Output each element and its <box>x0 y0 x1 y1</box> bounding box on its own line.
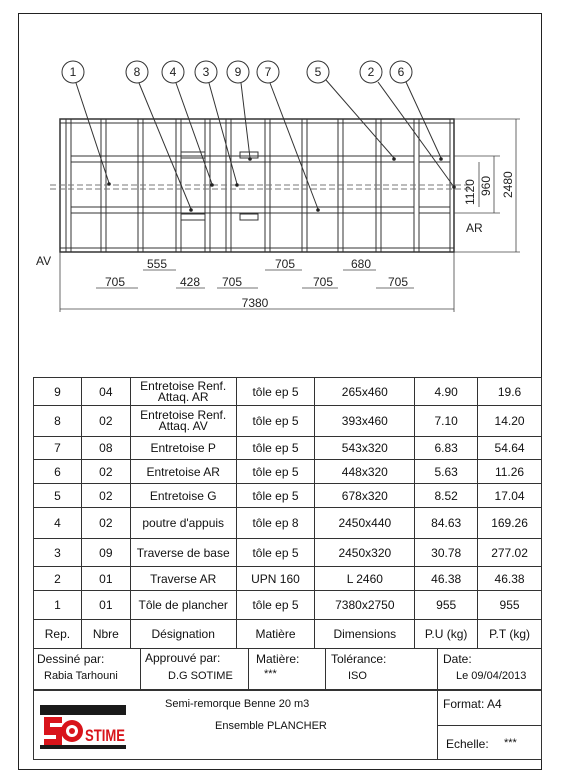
dimensions-cell: 265x460 <box>315 378 415 406</box>
designation-cell: Entretoise P <box>130 437 236 460</box>
rep-cell: 3 <box>34 539 82 567</box>
nbre-cell: 09 <box>81 539 130 567</box>
date-value: Le 09/04/2013 <box>456 670 527 682</box>
divider <box>437 648 438 690</box>
dimensions-cell: 2450x440 <box>315 508 415 539</box>
matiere-cell: tôle ep 5 <box>236 437 315 460</box>
scale-value: *** <box>504 737 517 749</box>
pt-cell: 277.02 <box>478 539 542 567</box>
designation-cell: Traverse de base <box>130 539 236 567</box>
designation-cell: Traverse AR <box>130 567 236 591</box>
designation-cell: Entretoise Renf. Attaq. AV <box>130 406 236 437</box>
matiere-cell: tôle ep 5 <box>236 484 315 508</box>
rep-cell: 1 <box>34 591 82 620</box>
pt-cell: 19.6 <box>478 378 542 406</box>
nomenclature-table <box>33 377 542 649</box>
designation-cell: Entretoise G <box>130 484 236 508</box>
matiere-cell: tôle ep 8 <box>236 508 315 539</box>
matiere-cell: tôle ep 5 <box>236 591 315 620</box>
pt-cell: 169.26 <box>478 508 542 539</box>
header-dimensions: Dimensions <box>315 620 415 649</box>
nbre-cell: 01 <box>81 591 130 620</box>
drawing-title: Semi-remorque Benne 20 m3 <box>165 698 310 710</box>
approved-by-value: D.G SOTIME <box>168 670 233 682</box>
dimensions-cell: 2450x320 <box>315 539 415 567</box>
balloon-4: 4 <box>169 65 177 79</box>
av-label: AV <box>36 254 52 268</box>
pu-cell: 6.83 <box>415 437 478 460</box>
nbre-cell: 02 <box>81 460 130 484</box>
scale-label: Echelle: <box>446 737 489 751</box>
header-matiere: Matière <box>236 620 315 649</box>
header-pt: P.T (kg) <box>478 620 542 649</box>
balloon-5: 5 <box>314 65 322 79</box>
matiere-cell: UPN 160 <box>236 567 315 591</box>
nbre-cell: 08 <box>81 437 130 460</box>
dim-705-a: 705 <box>104 275 126 289</box>
dim-428: 705 <box>221 275 243 289</box>
dim-960: 960 <box>479 175 493 196</box>
balloon-6: 6 <box>397 65 405 79</box>
pt-cell: 54.64 <box>478 437 542 460</box>
pu-cell: 7.10 <box>415 406 478 437</box>
designation-cell: Entretoise Renf. Attaq. AR <box>130 378 236 406</box>
rep-cell: 6 <box>34 460 82 484</box>
dimensions-cell: 543x320 <box>315 437 415 460</box>
nbre-cell: 02 <box>81 508 130 539</box>
pu-cell: 8.52 <box>415 484 478 508</box>
dim-680: 705 <box>387 275 409 289</box>
dim-1120: 1120 <box>463 179 477 205</box>
rep-cell: 5 <box>34 484 82 508</box>
pu-cell: 46.38 <box>415 567 478 591</box>
pt-cell: 955 <box>478 591 542 620</box>
table-row <box>34 508 542 539</box>
ar-label: AR <box>466 221 483 235</box>
dimensions-cell: L 2460 <box>315 567 415 591</box>
pu-cell: 84.63 <box>415 508 478 539</box>
table-row <box>34 567 542 591</box>
rep-cell: 9 <box>34 378 82 406</box>
format-label: Format: A4 <box>443 697 502 711</box>
rep-cell: 2 <box>34 567 82 591</box>
matiere-cell: tôle ep 5 <box>236 539 315 567</box>
pt-cell: 46.38 <box>478 567 542 591</box>
pt-cell: 11.26 <box>478 460 542 484</box>
drawing-subtitle: Ensemble PLANCHER <box>215 720 327 732</box>
drawn-by-label: Dessiné par: <box>37 652 105 666</box>
dim-555: 428 <box>179 275 201 289</box>
divider <box>248 648 249 690</box>
dim-2480: 2480 <box>501 171 515 198</box>
balloon-2: 2 <box>367 65 375 79</box>
dimensions-cell: 7380x2750 <box>315 591 415 620</box>
header-rep: Rep. <box>34 620 82 649</box>
matiere-cell: tôle ep 5 <box>236 460 315 484</box>
divider <box>325 648 326 690</box>
tolerance-label: Tolérance: <box>331 652 387 666</box>
rep-cell: 8 <box>34 406 82 437</box>
balloon-7: 7 <box>264 65 272 79</box>
matiere-cell: tôle ep 5 <box>236 406 315 437</box>
dimensions-cell: 678x320 <box>315 484 415 508</box>
balloon-8: 8 <box>133 65 141 79</box>
dim-705-b: 555 <box>146 257 168 271</box>
rep-cell: 7 <box>34 437 82 460</box>
dim-7380: 7380 <box>241 296 269 310</box>
pu-cell: 30.78 <box>415 539 478 567</box>
pt-cell: 17.04 <box>478 484 542 508</box>
drawn-by-value: Rabia Tarhouni <box>44 670 118 682</box>
designation-cell: Tôle de plancher <box>130 591 236 620</box>
material-label: Matière: <box>256 652 300 666</box>
date-label: Date: <box>443 652 472 666</box>
table-row <box>34 484 542 508</box>
table-row <box>34 591 542 620</box>
sotime-logo <box>38 703 128 750</box>
table-row <box>34 460 542 484</box>
dim-705-c: 705 <box>274 257 296 271</box>
material-value: *** <box>264 668 277 680</box>
pt-cell: 14.20 <box>478 406 542 437</box>
pu-cell: 955 <box>415 591 478 620</box>
divider <box>437 725 542 726</box>
approved-by-label: Approuvé par: <box>145 651 221 665</box>
plancher-drawing <box>0 0 573 376</box>
nbre-cell: 04 <box>81 378 130 406</box>
dimensions-cell: 393x460 <box>315 406 415 437</box>
designation-cell: poutre d'appuis <box>130 508 236 539</box>
table-row <box>34 378 542 406</box>
dim-705-d: 705 <box>312 275 334 289</box>
nbre-cell: 02 <box>81 406 130 437</box>
dim-705-e: 680 <box>350 257 372 271</box>
header-nbre: Nbre <box>81 620 130 649</box>
balloon-9: 9 <box>234 65 242 79</box>
logo-text: STIME <box>85 726 125 745</box>
table-row <box>34 437 542 460</box>
nbre-cell: 02 <box>81 484 130 508</box>
divider <box>140 648 141 690</box>
balloon-1: 1 <box>69 65 77 79</box>
nbre-cell: 01 <box>81 567 130 591</box>
tolerance-value: ISO <box>348 670 367 682</box>
table-header-row <box>34 620 542 649</box>
designation-cell: Entretoise AR <box>130 460 236 484</box>
table-row <box>34 406 542 437</box>
pu-cell: 4.90 <box>415 378 478 406</box>
header-designation: Désignation <box>130 620 236 649</box>
pu-cell: 5.63 <box>415 460 478 484</box>
rep-cell: 4 <box>34 508 82 539</box>
balloon-3: 3 <box>202 65 210 79</box>
header-pu: P.U (kg) <box>415 620 478 649</box>
dimensions-cell: 448x320 <box>315 460 415 484</box>
matiere-cell: tôle ep 5 <box>236 378 315 406</box>
table-row <box>34 539 542 567</box>
